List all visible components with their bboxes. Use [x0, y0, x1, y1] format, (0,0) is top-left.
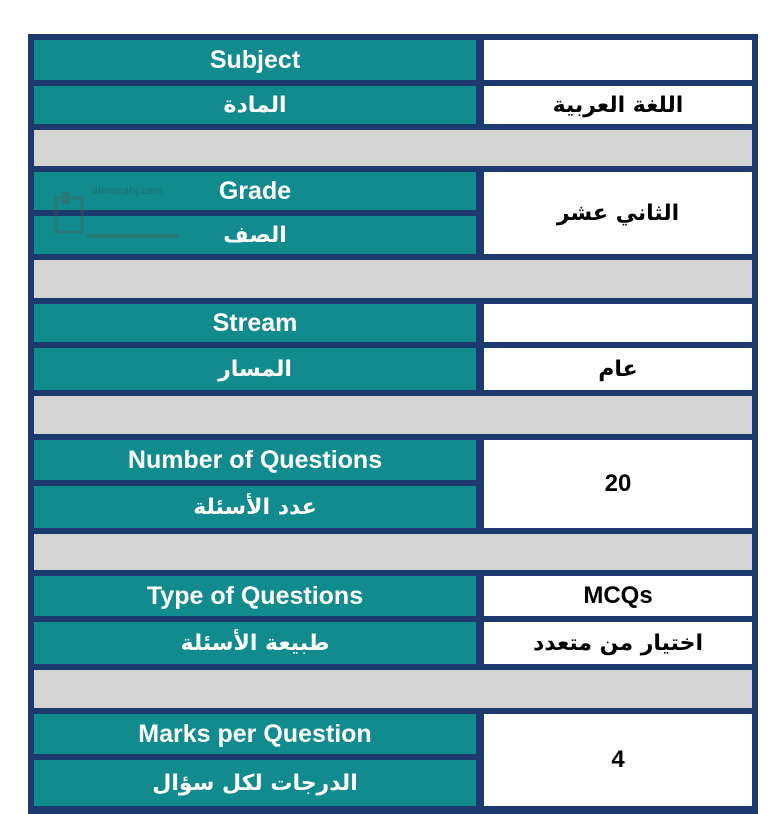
separator-row: [34, 396, 752, 434]
type-questions-label-en: Type of Questions: [34, 576, 476, 616]
stream-value-ar: عام: [484, 348, 752, 390]
type-questions-label-ar: طبيعة الأسئلة: [34, 622, 476, 664]
type-questions-value-en: MCQs: [484, 576, 752, 616]
num-questions-label-ar: عدد الأسئلة: [34, 486, 476, 528]
separator-row: [34, 130, 752, 166]
marks-value: 4: [484, 714, 752, 806]
grade-label-en: Grade: [34, 172, 476, 210]
num-questions-label-en: Number of Questions: [34, 440, 476, 480]
type-questions-value-ar: اختيار من متعدد: [484, 622, 752, 664]
separator-row: [34, 534, 752, 570]
subject-value-en: [484, 40, 752, 80]
grade-label-ar: الصف: [34, 216, 476, 254]
watermark-text: almanahj.com: [92, 186, 163, 197]
marks-label-ar: الدرجات لكل سؤال: [34, 760, 476, 806]
subject-label-ar: المادة: [34, 86, 476, 124]
num-questions-value: 20: [484, 440, 752, 528]
grade-value: الثاني عشر: [484, 172, 752, 254]
subject-label-en: Subject: [34, 40, 476, 80]
stream-label-ar: المسار: [34, 348, 476, 390]
stream-value-en: [484, 304, 752, 342]
subject-value-ar: اللغة العربية: [484, 86, 752, 124]
exam-info-table: [28, 34, 758, 814]
separator-row: [34, 260, 752, 298]
separator-row: [34, 670, 752, 708]
marks-label-en: Marks per Question: [34, 714, 476, 754]
stream-label-en: Stream: [34, 304, 476, 342]
